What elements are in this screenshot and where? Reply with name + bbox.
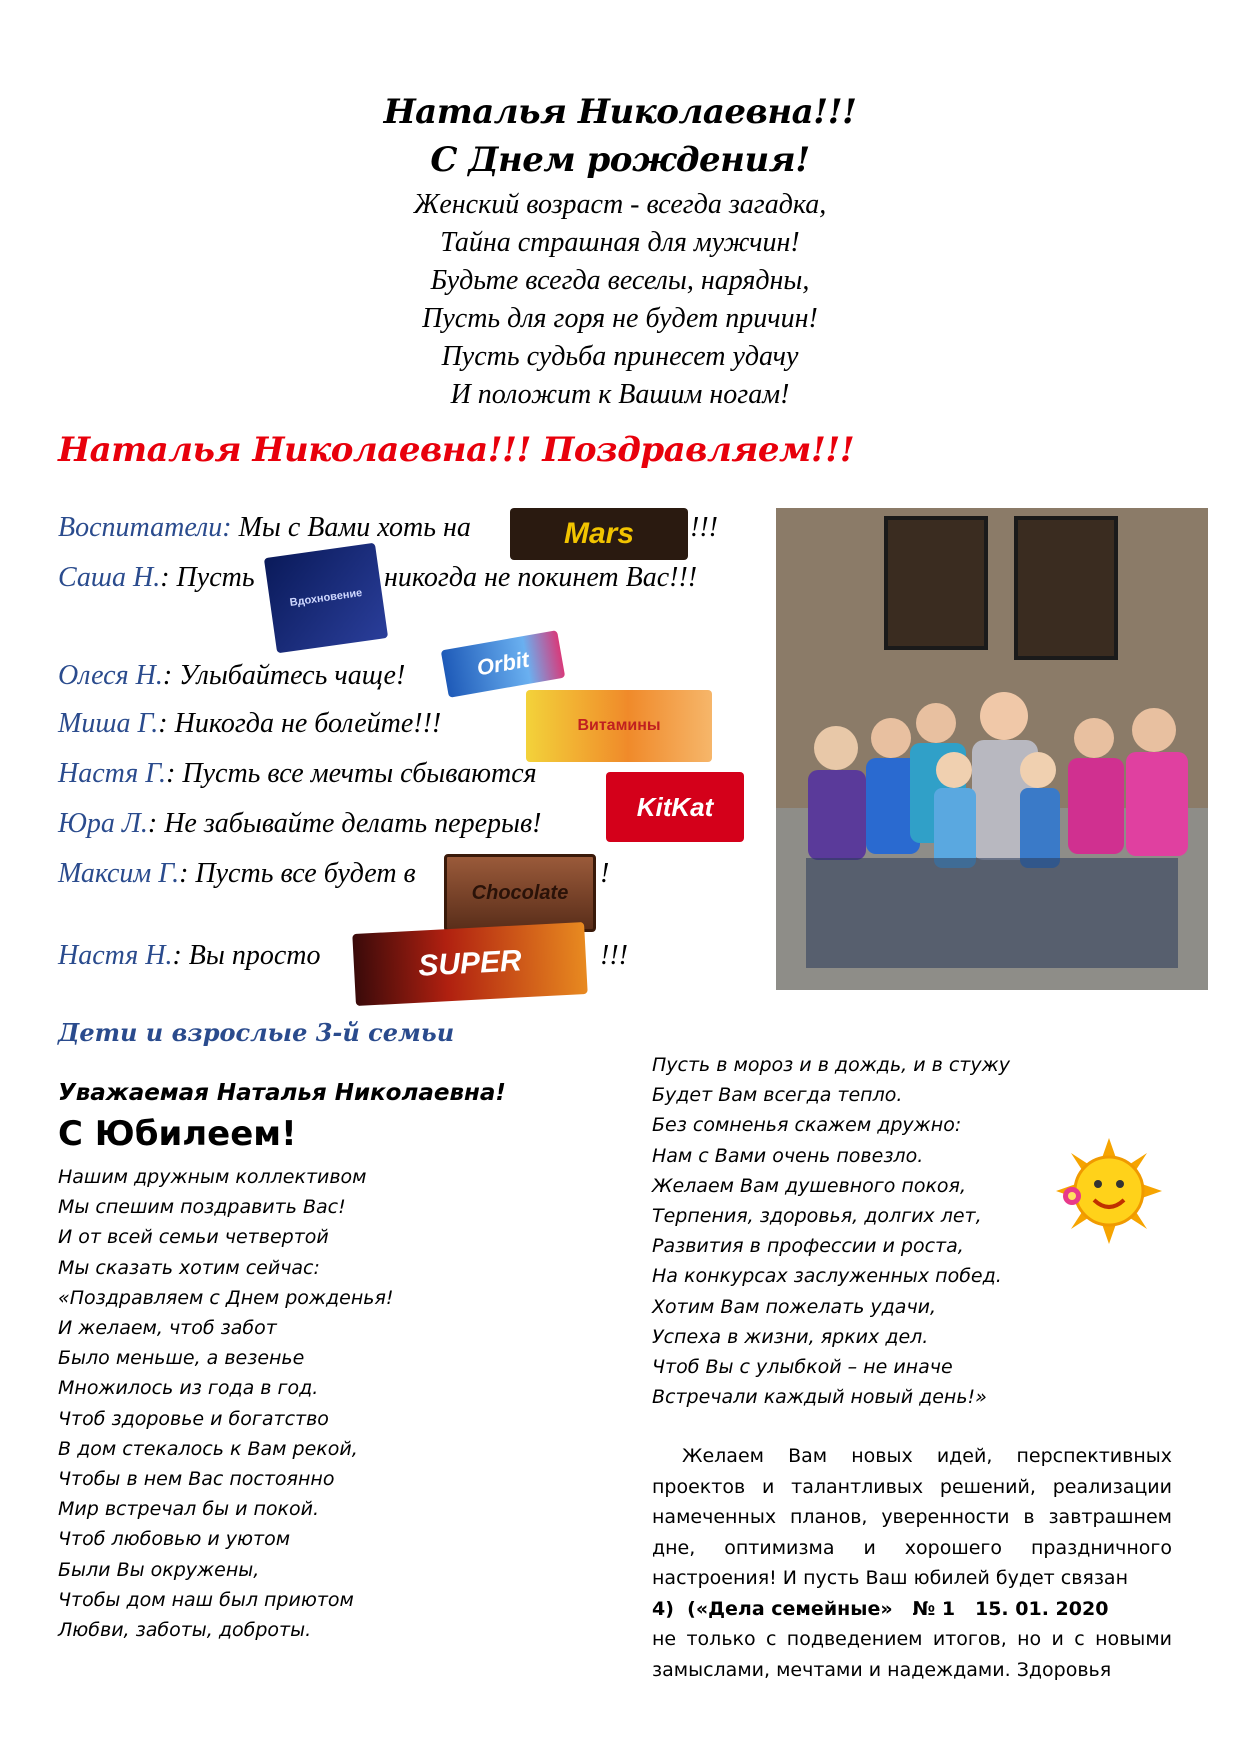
poem-line: Будет Вам всегда тепло. — [652, 1084, 903, 1107]
poem-line: Пусть в мороз и в дождь, и в стужу — [652, 1054, 1010, 1076]
sun-icon — [1054, 1136, 1164, 1246]
poem-line: Множилось из года в год. — [58, 1377, 319, 1400]
poem-line: Чтоб Вы с улыбкой – не иначе — [652, 1356, 953, 1379]
poem-line: Женский возраст - всегда загадка, — [413, 189, 827, 220]
orbit-gum-image: Orbit — [441, 630, 566, 698]
header-poem — [0, 186, 1240, 414]
poem-line: Мы сказать хотим сейчас: — [58, 1256, 320, 1279]
wish-row — [58, 808, 541, 840]
wish-text: : Никогда не болейте!!! — [158, 708, 442, 739]
wish-after: ! — [600, 858, 610, 889]
wish-row — [58, 660, 405, 692]
poem-line: Мы спешим поздравить Вас! — [58, 1196, 346, 1219]
wish-text: : Пусть все мечты сбываются — [166, 758, 537, 789]
wish-author: Олеся Н. — [58, 660, 163, 691]
poem-line: Будьте всегда веселы, нарядны, — [430, 265, 810, 296]
poem-line: И положит к Вашим ногам! — [450, 379, 790, 410]
poem-line: Любви, заботы, доброты. — [58, 1619, 312, 1642]
poem-line: В дом стекалось к Вам рекой, — [58, 1437, 358, 1460]
wish-author: Воспитатели: — [58, 512, 232, 543]
jubilee-address: Уважаемая Наталья Николаевна! — [58, 1080, 506, 1106]
chocolate-box-image: Вдохновение — [264, 543, 388, 654]
wish-author: Максим Г. — [58, 858, 180, 889]
kitkat-bar-image: KitKat — [606, 772, 744, 842]
wish-text: : Улыбайтесь чаще! — [162, 660, 406, 691]
poem-line: Чтоб любовью и уютом — [58, 1528, 291, 1551]
poem-line: Пусть для горя не будет причин! — [422, 303, 818, 334]
signature: Дети и взрослые 3-й семьи — [58, 1018, 455, 1047]
wish-after: !!! — [690, 512, 718, 543]
poem-line: Мир встречал бы и покой. — [58, 1498, 320, 1521]
poem-line: На конкурсах заслуженных побед. — [652, 1265, 1002, 1288]
poem-line: Было меньше, а везенье — [58, 1347, 305, 1370]
poem-line: Чтобы дом наш был приютом — [58, 1588, 354, 1611]
jubilee-title: С Юбилеем! — [58, 1114, 297, 1154]
poem-line: «Поздравляем с Днем рожденья! — [58, 1286, 394, 1309]
wish-author: Настя Н. — [58, 940, 173, 971]
poem-line: Желаем Вам душевного покоя, — [652, 1174, 967, 1197]
prose-continuation: не только с подведением итогов, но и с новыми замыслами, мечтами и надеждами. Здоровья — [652, 1628, 1172, 1681]
group-photo-illustration — [776, 508, 1208, 990]
wish-after: никогда не покинет Вас!!! — [384, 562, 698, 593]
wish-row — [58, 758, 537, 790]
title-line-2: С Днем рождения! — [430, 140, 810, 180]
group-photo — [776, 508, 1208, 990]
mars-bar-image: Mars — [510, 508, 688, 560]
chocolate-bar-image: Chocolate — [444, 854, 596, 932]
jubilee-poem-right — [652, 1050, 1010, 1412]
poem-line: Нам с Вами очень повезло. — [652, 1144, 924, 1167]
wish-text: : Пусть — [160, 562, 255, 593]
wish-after: !!! — [600, 940, 628, 971]
poem-line: Успеха в жизни, ярких дел. — [652, 1325, 929, 1348]
vitamins-box-image: Витамины — [526, 690, 712, 762]
wish-text: Мы с Вами хоть на — [231, 512, 471, 543]
prose-paragraph: Желаем Вам новых идей, перспективных проектов и талантливых решений, реализации намеченных планов, уверенности в завтрашнем дне, оптимизма и хорошего праздничного настроения! И пусть Ваш юбилей будет связан — [652, 1445, 1172, 1589]
title-line-1: Наталья Николаевна!!! — [383, 92, 857, 132]
wish-row — [58, 512, 471, 544]
poem-line: Без сомненья скажем дружно: — [652, 1114, 962, 1137]
poem-line: Чтобы в нем Вас постоянно — [58, 1468, 335, 1491]
poem-line: Были Вы окружены, — [58, 1558, 260, 1581]
poem-line: Терпения, здоровья, долгих лет, — [652, 1205, 982, 1228]
wish-text: : Пусть все будет в — [179, 858, 416, 889]
wish-row — [58, 858, 416, 890]
super-bar-image: SUPER — [352, 922, 587, 1006]
greeting-heading: Наталья Николаевна!!! Поздравляем!!! — [58, 430, 855, 470]
wish-row — [58, 562, 255, 594]
issue-footer: 4) («Дела семейные» № 1 15. 01. 2020 — [652, 1597, 1109, 1620]
poem-line: Чтоб здоровье и богатство — [58, 1407, 329, 1430]
poem-line: Хотим Вам пожелать удачи, — [652, 1295, 937, 1318]
poem-line: Тайна страшная для мужчин! — [440, 227, 800, 258]
wish-row — [58, 708, 441, 740]
wish-author: Юра Л. — [58, 808, 148, 839]
wish-author: Настя Г. — [58, 758, 167, 789]
poem-line: Развития в профессии и роста, — [652, 1235, 964, 1258]
poem-line: И от всей семьи четвертой — [58, 1226, 329, 1249]
wish-author: Миша Г. — [58, 708, 159, 739]
poem-line: Встречали каждый новый день!» — [652, 1386, 987, 1409]
wish-row — [58, 940, 321, 972]
wish-author: Саша Н. — [58, 562, 161, 593]
poem-line: Нашим дружным коллективом — [58, 1166, 367, 1188]
jubilee-poem-left — [58, 1162, 394, 1645]
poem-line: И желаем, чтоб забот — [58, 1317, 277, 1340]
jubilee-prose — [652, 1441, 1172, 1685]
wish-text: : Вы просто — [172, 940, 321, 971]
poem-line: Пусть судьба принесет удачу — [441, 341, 799, 372]
wish-text: : Не забывайте делать перерыв! — [147, 808, 542, 839]
